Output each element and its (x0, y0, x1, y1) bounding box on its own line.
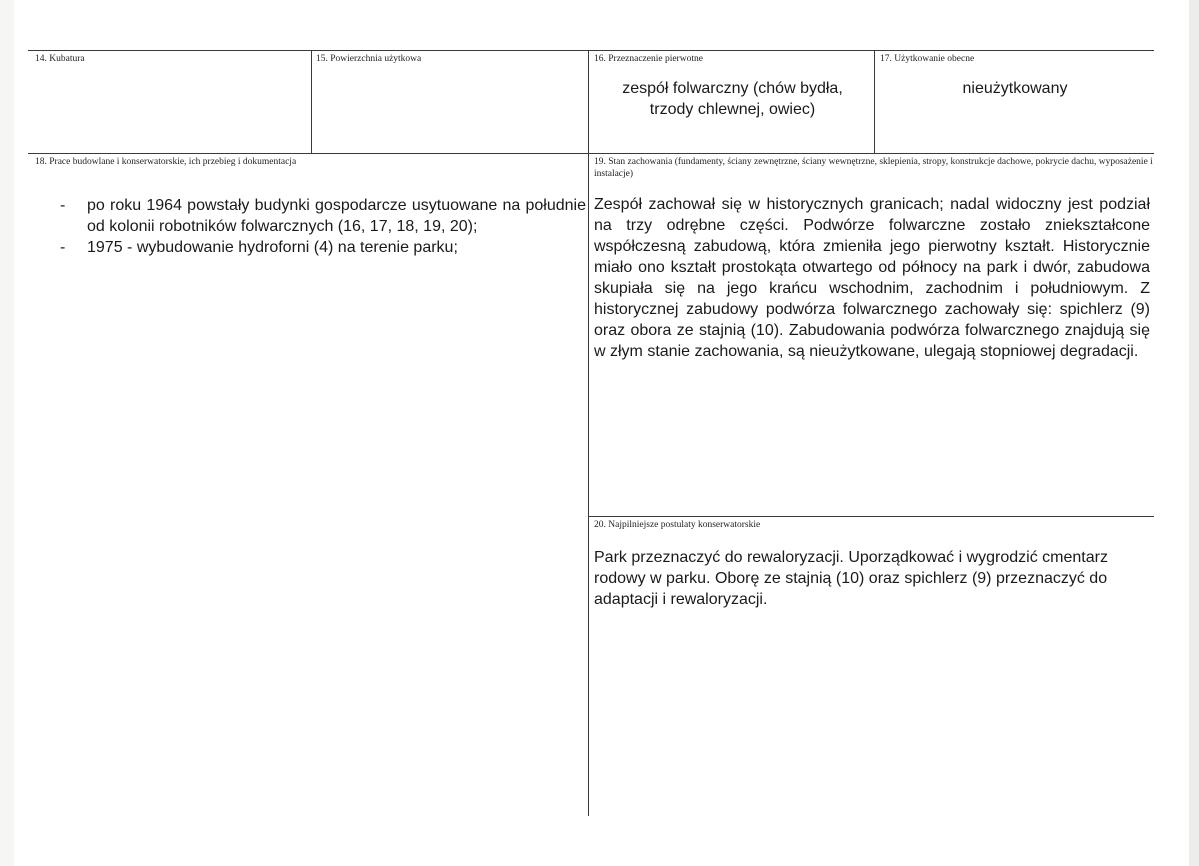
field-16-label: 16. Przeznaczenie pierwotne (594, 54, 703, 64)
field-19-value: Zespół zachował się w historycznych granicach; nadal widoczny jest podział na trzy odrębne części. Podwórze folwarczne zostało zniekształcone współczesną zabudową, która zmieniła jego pierwotny kształt. Historycznie miało ono kształt prostokąta otwartego od północy na park i dwór, zabudowa skupiała się na jego krańcu wschodnim, zachodnim i południowym. Z historycznej zabudowy podwórza folwarcznego zachowały się: spichlerz (9) oraz obora ze stajnią (10). Zabudowania podwórza folwarcznego znajdują się w złym stanie zachowania, są nieużytkowane, ulegają stopniowej degradacji. (594, 196, 1150, 360)
field-17-value: nieużytkowany (962, 80, 1068, 97)
field-19-label: 19. Stan zachowania (fundamenty, ściany zewnętrzne, ściany wewnętrzne, sklepienia, stropy, konstrukcje dachowe, pokrycie dachu, wyposażenie i instalacje) (594, 157, 1153, 179)
scan-edge (1189, 0, 1199, 866)
section-divider (588, 516, 1154, 517)
form-sheet (14, 0, 1189, 866)
list-item-text: 1975 - wybudowanie hydroforni (4) na terenie parku; (87, 239, 458, 256)
field-20-value: Park przeznaczyć do rewaloryzacji. Uporządkować i wygrodzić cmentarz rodowy w parku. Oborę ze stajnią (10) oraz spichlerz (9) przeznaczyć do adaptacji i rewaloryzacji. (594, 549, 1108, 608)
field-17-label: 17. Użytkowanie obecne (880, 54, 975, 64)
col-divider-3 (874, 50, 875, 153)
list-item-text: po roku 1964 powstały budynki gospodarcze usytuowane na południe od kolonii robotników folwarcznych (16, 17, 18, 19, 20); (87, 197, 586, 235)
bullet-dash: - (60, 239, 66, 256)
field-16-value: zespół folwarczny (chów bydła, trzody chlewnej, owiec) (622, 80, 843, 118)
list-item (60, 237, 586, 258)
field-20-label: 20. Najpilniejsze postulaty konserwatorskie (594, 520, 761, 530)
col-divider-1 (311, 50, 312, 153)
bullet-dash: - (60, 197, 66, 214)
row-divider (28, 153, 1154, 154)
field-18-label: 18. Prace budowlane i konserwatorskie, ich przebieg i dokumentacja (35, 157, 297, 167)
field-14-label: 14. Kubatura (35, 54, 85, 64)
field-15-label: 15. Powierzchnia użytkowa (316, 54, 422, 64)
top-border (28, 50, 1154, 51)
list-item (60, 195, 586, 237)
col-divider-2 (588, 50, 589, 816)
field-18-list (60, 195, 586, 258)
